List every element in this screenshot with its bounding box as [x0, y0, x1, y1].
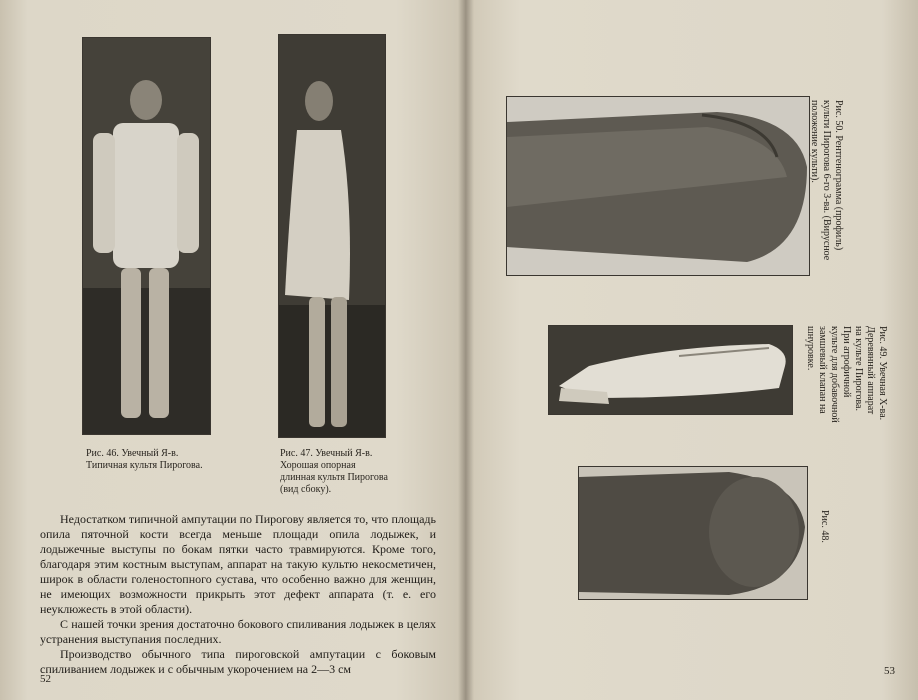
figure-46-photo	[82, 37, 211, 435]
book-gutter	[458, 0, 474, 700]
paragraph-1: Недостатком типичной ампутации по Пирогову является то, что площадь опила пяточной кости всегда меньше площади опила лодыжек, и лодыжечные выступы по бокам пятки часто травмируются. Кроме того, благодаря этим костным выступам, аппарат на такую культю некосметичен, широк в области голеностопного сустава, что особенно важно для женщин, не имеющих возможности прикрыть этот дефект аппарата (т. е. его неуклюжесть в этой области).	[40, 512, 436, 616]
paragraph-3: Производство обычного типа пироговской ампутации с боковым спиливанием лодыжек и с обычным укорочением на 2—3 см	[40, 647, 436, 676]
figure-49-photo	[548, 325, 793, 415]
figure-48-caption: Рис. 48.	[819, 510, 830, 543]
figure-50-xray	[506, 96, 810, 276]
right-page	[466, 0, 918, 700]
figure-47-photo	[278, 34, 386, 438]
figure-48-photo	[578, 466, 808, 600]
figure-47-caption: Рис. 47. Увечный Я-в. Хорошая опорная длинная культя Пирогова (вид сбоку).	[280, 448, 388, 495]
page-number-right: 53	[884, 665, 895, 677]
page-number-left: 52	[40, 673, 51, 685]
figure-46-caption: Рис. 46. Увечный Я-в. Типичная культя Пирогова.	[86, 448, 203, 471]
body-text	[40, 512, 436, 677]
figure-50-caption: Рис. 50. Рентгенограмма (профиль) культи Пирогова 6-го З-ва. (Вирусное положение культи).	[809, 100, 844, 261]
paragraph-2: С нашей точки зрения достаточно бокового спиливания лодыжек в целях устранения выступания последних.	[40, 617, 436, 646]
figure-49-caption: Рис. 49. Увечная Х-ва. Деревянный аппарат на культе Пирогова. При атрофичной культе для добавочной замшевый клапан на шнуровке.	[805, 326, 888, 423]
